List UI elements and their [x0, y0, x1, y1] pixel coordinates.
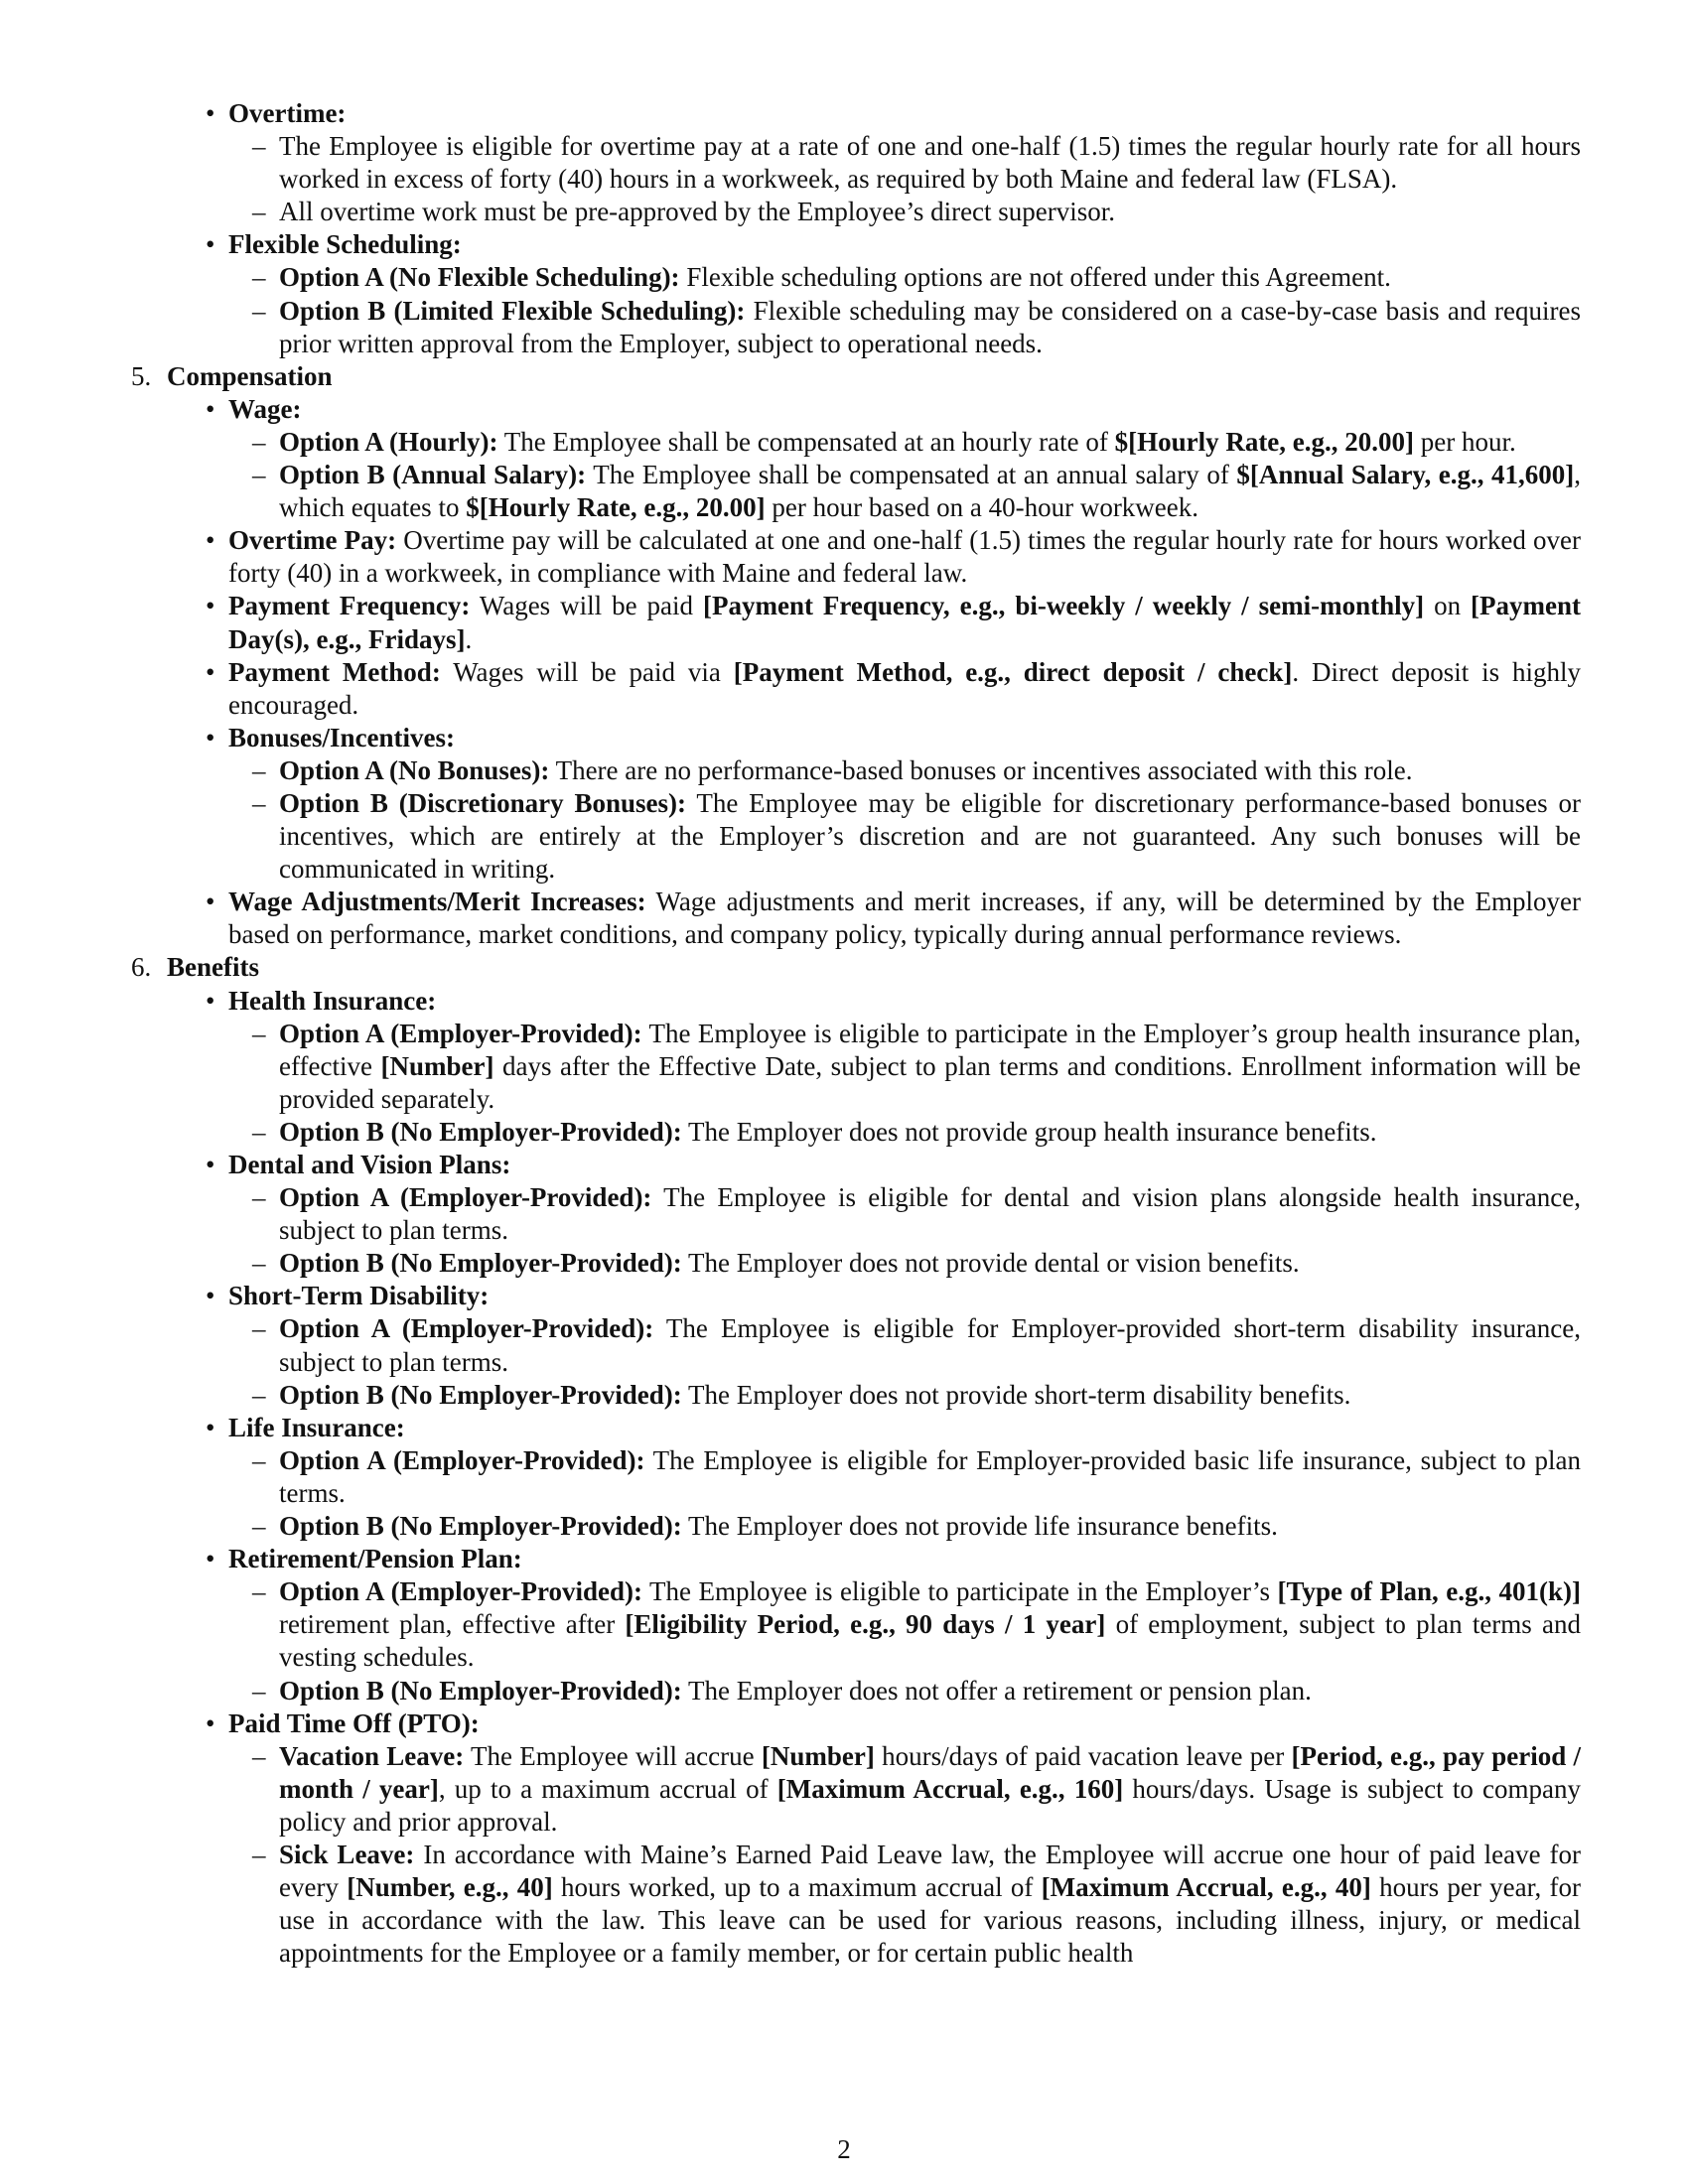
payment-frequency-bullet: • Payment Frequency: Wages will be paid [Payment Frequency, e.g., bi-weekly / weekly / semi-monthly] on [Payment Day(s), e.g., Fridays].: [228, 590, 1581, 655]
section-number: 5.: [131, 360, 152, 391]
dental-vision-bullet: • Dental and Vision Plans: – Option A (Employer-Provided): The Employee is eligible for dental and vision plans alongside health insurance, subject to plan terms. – Option B (No Employer-Provided): The Employer does not provide dental or vision benefits.: [228, 1149, 1581, 1280]
wage-bullet: • Wage: – Option A (Hourly): The Employee shall be compensated at an hourly rate of $[Hourly Rate, e.g., 20.00] per hour. – Option B (Annual Salary): The Employee shall be compensated at an annual salary of $[Annual Salary, e.g., 41,600], which equates to $[Hourly Rate, e.g., 20.00] per hour based on a 40-hour workweek.: [228, 393, 1581, 524]
life-option-b: – Option B (No Employer-Provided): The Employer does not provide life insurance benefits.: [279, 1510, 1581, 1543]
std-option-a: – Option A (Employer-Provided): The Employee is eligible for Employer-provided short-term disability insurance, subject to plan terms.: [279, 1312, 1581, 1378]
flexible-scheduling-bullet: [228, 228, 1581, 359]
document-page: [131, 97, 1581, 1970]
page-number: 2: [837, 2134, 851, 2164]
section-number: 6.: [131, 952, 152, 983]
section-heading: [131, 951, 1581, 984]
bonus-option-b: – Option B (Discretionary Bonuses): The Employee may be eligible for discretionary performance-based bonuses or incentives, which are entirely at the Employer’s discretion and are not guaranteed. Any such bonuses will be communicated in writing.: [279, 787, 1581, 886]
work-schedule-continued: [131, 97, 1581, 360]
wage-option-a: – Option A (Hourly): The Employee shall be compensated at an hourly rate of $[Hourly Rate, e.g., 20.00] per hour.: [279, 426, 1581, 459]
wage-option-b: – Option B (Annual Salary): The Employee shall be compensated at an annual salary of $[Annual Salary, e.g., 41,600], which equates to $[Hourly Rate, e.g., 20.00] per hour based on a 40-hour workweek.: [279, 459, 1581, 524]
short-term-disability-bullet: • Short-Term Disability: – Option A (Employer-Provided): The Employee is eligible for Employer-provided short-term disability insurance, subject to plan terms. – Option B (No Employer-Provided): The Employer does not provide short-term disability benefits.: [228, 1280, 1581, 1411]
section-benefits: [131, 951, 1581, 1970]
merit-increases-bullet: • Wage Adjustments/Merit Increases: Wage adjustments and merit increases, if any, will be determined by the Employer based on performance, market conditions, and company policy, typically during annual performance reviews.: [228, 886, 1581, 951]
flexible-heading: Flexible Scheduling:: [228, 229, 462, 260]
vacation-leave: – Vacation Leave: The Employee will accrue [Number] hours/days of paid vacation leave per [Period, e.g., pay period / month / year], up to a maximum accrual of [Maximum Accrual, e.g., 160] hours/days. Usage is subject to company policy and prior approval.: [279, 1740, 1581, 1839]
dental-option-b: – Option B (No Employer-Provided): The Employer does not provide dental or vision benefits.: [279, 1247, 1581, 1280]
retirement-bullet: • Retirement/Pension Plan: – Option A (Employer-Provided): The Employee is eligible to participate in the Employer’s [Type of Plan, e.g., 401(k)] retirement plan, effective after [Eligibility Period, e.g., 90 days / 1 year] of employment, subject to plan terms and vesting schedules. – Option B (No Employer-Provided): The Employer does not offer a retirement or pension plan.: [228, 1543, 1581, 1706]
bonuses-bullet: • Bonuses/Incentives: – Option A (No Bonuses): There are no performance-based bonuses or incentives associated with this role. – Option B (Discretionary Bonuses): The Employee may be eligible for discretionary performance-based bonuses or incentives, which are entirely at the Employer’s discretion and are not guaranteed. Any such bonuses will be communicated in writing.: [228, 722, 1581, 886]
section-title: Benefits: [167, 952, 259, 983]
life-insurance-bullet: • Life Insurance: – Option A (Employer-Provided): The Employee is eligible for Employer-provided basic life insurance, subject to plan terms. – Option B (No Employer-Provided): The Employer does not provide life insurance benefits.: [228, 1412, 1581, 1543]
std-option-b: – Option B (No Employer-Provided): The Employer does not provide short-term disability benefits.: [279, 1379, 1581, 1412]
overtime-pay-bullet: • Overtime Pay: Overtime pay will be calculated at one and one-half (1.5) times the regular hourly rate for hours worked over forty (40) in a workweek, in compliance with Maine and federal law.: [228, 524, 1581, 590]
retirement-option-a: – Option A (Employer-Provided): The Employee is eligible to participate in the Employer’s [Type of Plan, e.g., 401(k)] retirement plan, effective after [Eligibility Period, e.g., 90 days / 1 year] of employment, subject to plan terms and vesting schedules.: [279, 1575, 1581, 1674]
health-option-a: – Option A (Employer-Provided): The Employee is eligible to participate in the Employer’s group health insurance plan, effective [Number] days after the Effective Date, subject to plan terms and conditions. Enrollment information will be provided separately.: [279, 1018, 1581, 1116]
section-heading: [131, 360, 1581, 393]
dental-option-a: – Option A (Employer-Provided): The Employee is eligible for dental and vision plans alongside health insurance, subject to plan terms.: [279, 1181, 1581, 1247]
overtime-heading: Overtime:: [228, 98, 347, 128]
overtime-bullet: [228, 97, 1581, 228]
overtime-item-1: – The Employee is eligible for overtime pay at a rate of one and one-half (1.5) times the regular hourly rate for all hours worked in excess of forty (40) hours in a workweek, as required by both Maine and federal law (FLSA).: [279, 130, 1581, 196]
payment-method-bullet: • Payment Method: Wages will be paid via [Payment Method, e.g., direct deposit / check]. Direct deposit is highly encouraged.: [228, 656, 1581, 722]
section-title: Compensation: [167, 360, 333, 391]
retirement-option-b: – Option B (No Employer-Provided): The Employer does not offer a retirement or pension plan.: [279, 1675, 1581, 1707]
flexible-option-a: – Option A (No Flexible Scheduling): Flexible scheduling options are not offered under this Agreement.: [279, 261, 1581, 294]
flexible-option-b: – Option B (Limited Flexible Scheduling): Flexible scheduling may be considered on a case-by-case basis and requires prior written approval from the Employer, subject to operational needs.: [279, 295, 1581, 360]
overtime-item-2: – All overtime work must be pre-approved by the Employee’s direct supervisor.: [279, 196, 1581, 228]
bonus-option-a: – Option A (No Bonuses): There are no performance-based bonuses or incentives associated with this role.: [279, 754, 1581, 787]
sick-leave: – Sick Leave: In accordance with Maine’s Earned Paid Leave law, the Employee will accrue one hour of paid leave for every [Number, e.g., 40] hours worked, up to a maximum accrual of [Maximum Accrual, e.g., 40] hours per year, for use in accordance with the law. This leave can be used for various reasons, including illness, injury, or medical appointments for the Employee or a family member, or for certain public health: [279, 1839, 1581, 1970]
life-option-a: – Option A (Employer-Provided): The Employee is eligible for Employer-provided basic life insurance, subject to plan terms.: [279, 1444, 1581, 1510]
section-compensation: [131, 360, 1581, 952]
pto-bullet: • Paid Time Off (PTO): – Vacation Leave: The Employee will accrue [Number] hours/days of paid vacation leave per [Period, e.g., pay period / month / year], up to a maximum accrual of [Maximum Accrual, e.g., 160] hours/days. Usage is subject to company policy and prior approval. – Sick Leave: In accordance with Maine’s Earned Paid Leave law, the Employee will accrue one hour of paid leave for every [Number, e.g., 40] hours worked, up to a maximum accrual of [Maximum Accrual, e.g., 40] hours per year, for use in accordance with the law. This leave can be used for various reasons, including illness, injury, or medical appointments for the Employee or a family member, or for certain public health: [228, 1707, 1581, 1971]
health-option-b: – Option B (No Employer-Provided): The Employer does not provide group health insurance benefits.: [279, 1116, 1581, 1149]
health-insurance-bullet: • Health Insurance: – Option A (Employer-Provided): The Employee is eligible to participate in the Employer’s group health insurance plan, effective [Number] days after the Effective Date, subject to plan terms and conditions. Enrollment information will be provided separately. – Option B (No Employer-Provided): The Employer does not provide group health insurance benefits.: [228, 985, 1581, 1149]
